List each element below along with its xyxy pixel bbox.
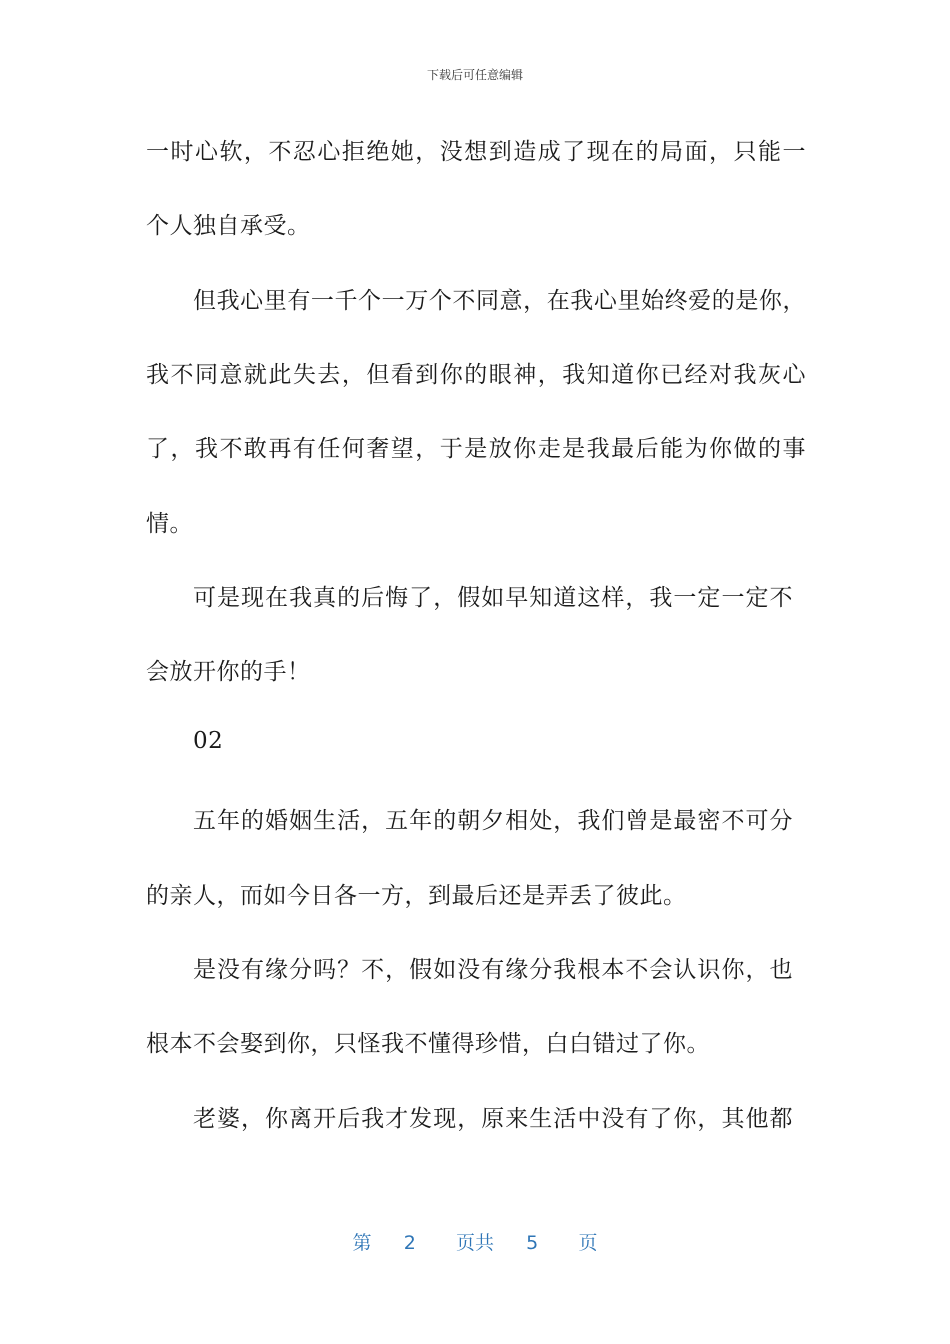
body-text-line: 根本不会娶到你，只怪我不懂得珍惜，白白错过了你。 — [146, 1031, 710, 1057]
section-number: 02 — [193, 728, 224, 754]
footer-middle: 页共 — [455, 1232, 494, 1254]
paragraph-first-line: 五年的婚姻生活，五年的朝夕相处，我们曾是最密不可分 — [193, 808, 793, 834]
paragraph-first-line: 但我心里有一千个一万个不同意，在我心里始终爱的是你， — [193, 288, 806, 314]
paragraph-first-line: 可是现在我真的后悔了，假如早知道这样，我一定一定不 — [193, 585, 793, 611]
body-text-line: 了，我不敢再有任何奢望，于是放你走是我最后能为你做的事 — [146, 436, 806, 462]
body-text-line: 的亲人，而如今日各一方，到最后还是弄丢了彼此。 — [146, 883, 687, 909]
page-header: 下载后可任意编辑 — [426, 68, 523, 82]
footer-suffix: 页 — [578, 1232, 598, 1254]
body-text-line: 一时心软，不忍心拒绝她，没想到造成了现在的局面，只能一 — [146, 139, 806, 165]
footer-total-pages: 5 — [526, 1232, 539, 1254]
body-text-line: 情。 — [146, 511, 193, 537]
body-text-line: 我不同意就此失去，但看到你的眼神，我知道你已经对我灰心 — [146, 362, 806, 388]
paragraph-first-line: 老婆，你离开后我才发现，原来生活中没有了你，其他都 — [193, 1106, 793, 1132]
footer-prefix: 第 — [352, 1232, 372, 1254]
paragraph-first-line: 是没有缘分吗？不，假如没有缘分我根本不会认识你，也 — [193, 957, 793, 983]
page-footer — [0, 1228, 950, 1255]
body-text-line: 个人独自承受。 — [146, 213, 311, 239]
footer-current-page: 2 — [403, 1232, 416, 1254]
body-text-line: 会放开你的手！ — [146, 659, 311, 685]
